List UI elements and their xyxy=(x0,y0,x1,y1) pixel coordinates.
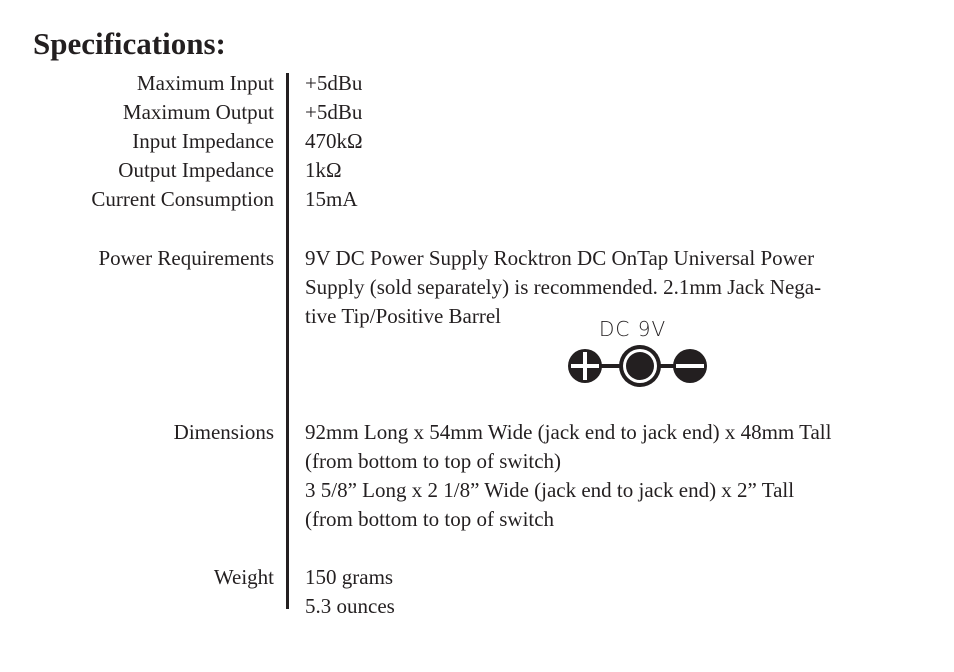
dc-polarity-diagram xyxy=(566,344,712,388)
dc-polarity-label: DC 9V xyxy=(599,317,667,341)
value-maximum-output: +5dBu xyxy=(305,100,363,124)
value-power-line: Supply (sold separately) is recommended. 2.1mm Jack Nega- xyxy=(305,275,822,299)
value-power-line: tive Tip/Positive Barrel xyxy=(305,304,502,328)
label-weight: Weight xyxy=(213,565,274,589)
label-dimensions: Dimensions xyxy=(173,420,274,444)
page-title: Specifications: xyxy=(33,26,226,61)
label-power-requirements: Power Requirements xyxy=(98,246,274,270)
barrel-jack-icon xyxy=(619,345,661,387)
value-maximum-input: +5dBu xyxy=(305,71,363,95)
value-dimensions-line: (from bottom to top of switch) xyxy=(305,449,562,473)
column-divider xyxy=(286,73,289,609)
value-input-impedance: 470kΩ xyxy=(305,129,363,153)
value-current-consumption: 15mA xyxy=(305,187,358,211)
value-weight-line: 5.3 ounces xyxy=(305,594,395,618)
label-current-consumption: Current Consumption xyxy=(91,187,274,211)
value-dimensions-line: 92mm Long x 54mm Wide (jack end to jack end) x 48mm Tall xyxy=(305,420,832,444)
value-power-line: 9V DC Power Supply Rocktron DC OnTap Universal Power xyxy=(305,246,815,270)
label-maximum-output: Maximum Output xyxy=(122,100,274,124)
label-output-impedance: Output Impedance xyxy=(118,158,274,182)
value-output-impedance: 1kΩ xyxy=(305,158,342,182)
value-dimensions-line: (from bottom to top of switch xyxy=(305,507,555,531)
minus-circle-icon xyxy=(673,349,707,383)
value-weight-line: 150 grams xyxy=(305,565,394,589)
label-input-impedance: Input Impedance xyxy=(132,129,274,153)
label-maximum-input: Maximum Input xyxy=(136,71,274,95)
value-dimensions-line: 3 5/8” Long x 2 1/8” Wide (jack end to jack end) x 2” Tall xyxy=(305,478,795,502)
plus-circle-icon xyxy=(568,349,602,383)
